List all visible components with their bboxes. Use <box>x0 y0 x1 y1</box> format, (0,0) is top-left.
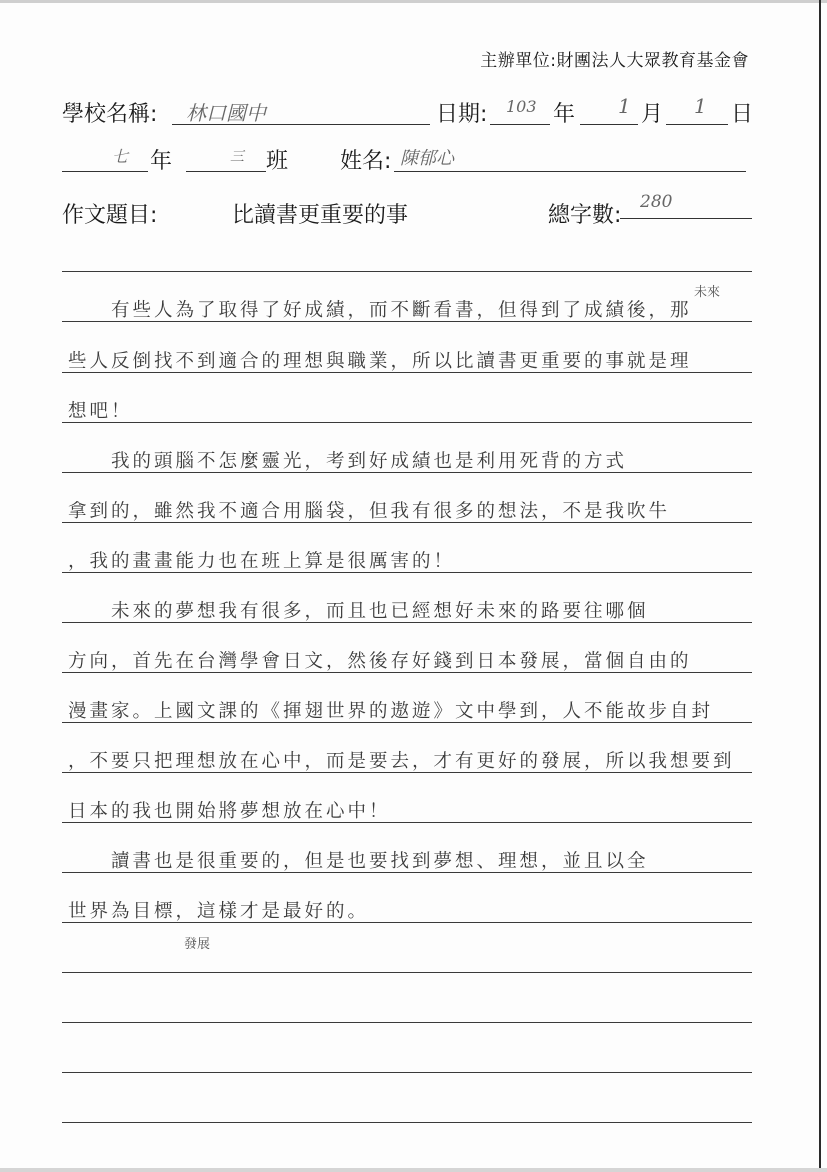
essay-line: 有些人為了取得了好成績，而不斷看書，但得到了成績後，那 <box>68 300 692 321</box>
essay-line: 漫畫家。上國文課的《揮翅世界的遨遊》文中學到，人不能故步自封 <box>68 701 714 722</box>
day-label: 日 <box>731 102 754 127</box>
day-value: 1 <box>694 94 707 118</box>
school-value: 林口國中 <box>186 101 266 125</box>
essay-line: 日本的我也開始將夢想放在心中！ <box>68 801 391 822</box>
essay-line: 想吧！ <box>68 401 133 422</box>
essay-line: 些人反倒找不到適合的理想與職業，所以比讀書更重要的事就是理 <box>68 351 692 372</box>
organizer-text: 主辦單位:財團法人大眾教育基金會 <box>480 51 749 71</box>
essay-line: ，不要只把理想放在心中，而是要去，才有更好的發展，所以我想要到 <box>68 751 735 772</box>
scan-right-edge <box>819 0 821 1172</box>
school-label: 學校名稱: <box>62 102 158 127</box>
month-label: 月 <box>641 102 664 127</box>
date-label: 日期: <box>436 102 488 127</box>
essay-line: 世界為目標，這樣才是最好的。 <box>68 901 370 922</box>
month-underline <box>580 124 638 125</box>
class-label: 班 <box>266 149 289 174</box>
ruled-line <box>62 271 752 272</box>
ruled-line <box>62 972 752 973</box>
essay-line: 讀書也是很重要的，但是也要找到夢想、理想，並且以全 <box>68 851 649 872</box>
year-label: 年 <box>553 102 576 127</box>
title-label: 作文題目: <box>62 203 158 228</box>
scan-bottom-edge <box>0 1168 827 1172</box>
essay-line: 方向，首先在台灣學會日文，然後存好錢到日本發展，當個自由的 <box>68 651 692 672</box>
grade-value: 七 <box>112 147 129 166</box>
class-underline <box>186 171 266 172</box>
essay-line: 拿到的，雖然我不適合用腦袋，但我有很多的想法，不是我吹牛 <box>68 501 671 522</box>
scan-top-edge <box>0 0 827 3</box>
day-underline <box>666 124 728 125</box>
name-label: 姓名: <box>340 149 392 174</box>
ruled-line <box>62 1072 752 1073</box>
ruled-line <box>62 1122 752 1123</box>
month-value: 1 <box>618 94 631 118</box>
insert-note: 未來 <box>694 285 721 300</box>
year-value: 103 <box>506 97 537 116</box>
essay-title: 比讀書更重要的事 <box>232 203 409 228</box>
wordcount-value: 280 <box>640 192 673 212</box>
grade-label: 年 <box>150 149 173 174</box>
wordcount-underline <box>620 218 752 219</box>
grade-underline <box>62 171 148 172</box>
wordcount-label: 總字數: <box>548 203 622 228</box>
name-value: 陳郁心 <box>400 148 454 169</box>
essay-line: 未來的夢想我有很多，而且也已經想好未來的路要往哪個 <box>68 601 649 622</box>
class-value: 三 <box>230 149 244 165</box>
ruled-line <box>62 1022 752 1023</box>
essay-line: ，我的畫畫能力也在班上算是很厲害的！ <box>68 551 456 572</box>
year-underline <box>490 124 550 125</box>
essay-line: 我的頭腦不怎麼靈光，考到好成績也是利用死背的方式 <box>68 451 628 472</box>
insert-note: 發展 <box>184 937 211 952</box>
name-underline <box>394 171 746 172</box>
